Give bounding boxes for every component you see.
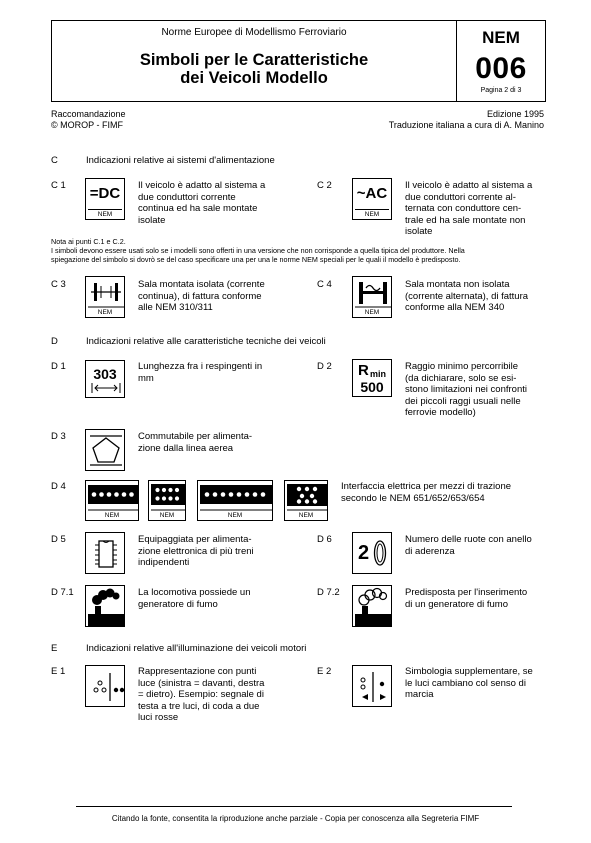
note-line-1: Nota ai punti C.1 e C.2. (51, 237, 126, 246)
item-code-c4: C 4 (317, 279, 332, 290)
section-e-title: Indicazioni relative all'illuminazione dei veicoli motori (86, 643, 307, 654)
d71-line-2: generatore di fumo (138, 598, 218, 610)
d1-line-1: Lunghezza fra i respingenti in (138, 361, 263, 372)
item-desc-d5 (138, 534, 276, 569)
d1-line-2: mm (138, 372, 154, 384)
e1-line-5: luci rosse (138, 712, 179, 723)
d2-line-1: Raggio minimo percorribile (405, 361, 518, 372)
direction-lights-svg (353, 666, 393, 708)
item-code-e2: E 2 (317, 666, 332, 677)
item-code-d6: D 6 (317, 534, 332, 545)
title-line-2: dei Veicoli Modello (180, 69, 328, 87)
pantograph-icon (85, 429, 125, 471)
c2-line-3: ternata con conduttore cen- (405, 203, 522, 214)
section-c-title: Indicazioni relative ai sistemi d'alimentazione (86, 155, 275, 166)
d5-line-1: Equipaggiata per alimenta- (138, 534, 252, 545)
direction-lights-icon (352, 665, 392, 707)
ac-icon-divider (355, 209, 389, 210)
c4-icon-nem: NEM (364, 309, 380, 316)
dc-icon-text: =DC (89, 185, 121, 202)
min-radius-min: min (370, 369, 387, 379)
dc-icon-nem: NEM (97, 211, 113, 218)
c2-line-4: trale ed ha sale montate non (405, 214, 526, 226)
d4b-icon-nem: NEM (159, 512, 175, 519)
ac-icon-nem: NEM (364, 211, 380, 218)
item-desc-c3 (138, 279, 276, 314)
e1-line-2: luce (sinistra = davanti, destra (138, 677, 265, 689)
c1-line-4: isolate (138, 214, 166, 226)
d72-line-2: di un generatore di fumo (405, 598, 508, 610)
item-desc-e2 (405, 666, 543, 701)
d4a-icon-nem: NEM (104, 512, 120, 519)
c2-line-2: due conduttori corrente al- (405, 191, 516, 203)
item-desc-c4 (405, 279, 543, 314)
interface-653-icon (197, 480, 273, 521)
item-desc-c1 (138, 180, 276, 226)
lights-icon (85, 665, 125, 707)
d3-line-2: zione dalla linea aerea (138, 442, 234, 454)
length-icon (85, 360, 125, 398)
page-indicator: Pagina 2 di 3 (480, 87, 522, 94)
meta-recommendation: Raccomandazione (51, 109, 126, 119)
section-d-code: D (51, 336, 58, 347)
item-code-d1: D 1 (51, 361, 66, 372)
d72-line-1: Predisposta per l'inserimento (405, 587, 528, 598)
c3-icon-nem: NEM (97, 309, 113, 316)
interface-652-icon (148, 480, 186, 521)
nem-number: 006 (475, 52, 527, 85)
c3-line-3: alle NEM 310/311 (138, 302, 213, 313)
traction-tyre-icon (352, 532, 392, 574)
non-insulated-wheelset-icon (352, 276, 392, 318)
dc-icon (85, 178, 125, 220)
note-line-2: I simboli devono essere usati solo se i modelli sono offerti in una versione che non corrisponde a quella tipica del produttore. Nella (51, 246, 465, 255)
length-arrow-svg (86, 361, 126, 399)
c1-line-3: continua ed ha sale montate (138, 203, 258, 214)
d71-line-1: La locomotiva possiede un (138, 587, 251, 598)
item-desc-d4 (341, 481, 546, 504)
d5-line-2: zione elettronica di più treni (138, 545, 254, 557)
c1-line-1: Il veicolo è adatto al sistema a (138, 180, 266, 191)
item-code-d5: D 5 (51, 534, 66, 545)
item-code-c2: C 2 (317, 180, 332, 191)
footer-text: Citando la fonte, consentita la riproduzione anche parziale - Copia per conoscenza alla Segreteria FIMF (111, 814, 480, 823)
item-desc-d3 (138, 431, 276, 454)
c2-line-1: Il veicolo è adatto al sistema a (405, 180, 533, 191)
item-code-d3: D 3 (51, 431, 66, 442)
insulated-wheelset-icon (85, 276, 125, 318)
c3-line-2: continua), di fattura conforme (138, 290, 262, 302)
meta-edition: Edizione 1995 (486, 109, 544, 119)
e1-line-4: testa a tre luci, di coda a due (138, 700, 260, 712)
interface-654-icon (284, 480, 328, 521)
d4c-icon-nem: NEM (227, 512, 243, 519)
d2-line-4: dei piccoli raggi usuali nelle (405, 395, 521, 407)
c1-line-2: due conduttori corrente (138, 191, 236, 203)
meta-translation: Traduzione italiana a cura di A. Manino (388, 120, 544, 130)
d2-line-2: (da dichiarare, solo se esi- (405, 372, 517, 384)
length-icon-text: 303 (93, 366, 117, 382)
c4-line-3: conforme alla NEM 340 (405, 302, 505, 313)
pantograph-svg (86, 430, 126, 472)
chip-icon (85, 532, 125, 574)
header-super-title: Norme Europee di Modellismo Ferroviario (161, 27, 347, 38)
smoke-prepared-icon (352, 585, 392, 627)
d6-line-1: Numero delle ruote con anello (405, 534, 532, 545)
c4-line-1: Sala montata non isolata (405, 279, 510, 290)
d4-line-2: secondo le NEM 651/652/653/654 (341, 492, 485, 504)
min-radius-r: R (358, 362, 369, 379)
title-line-1: Simboli per le Caratteristiche (139, 51, 369, 69)
note-c1-c2 (51, 237, 546, 264)
item-code-d2: D 2 (317, 361, 332, 372)
meta-right (389, 109, 544, 131)
item-code-c1: C 1 (51, 180, 66, 191)
item-code-e1: E 1 (51, 666, 66, 677)
ac-icon (352, 178, 392, 220)
traction-tyre-svg (353, 533, 393, 575)
min-radius-value: 500 (360, 379, 384, 395)
item-desc-d71 (138, 587, 276, 610)
e2-line-3: marcia (405, 689, 434, 700)
footer-rule (76, 806, 512, 807)
item-code-d72: D 7.2 (317, 587, 340, 598)
item-desc-e1 (138, 666, 276, 724)
item-code-c3: C 3 (51, 279, 66, 290)
item-desc-c2 (405, 180, 543, 238)
d4-line-1: Interfaccia elettrica per mezzi di trazione (341, 481, 512, 492)
d2-line-5: ferrovie modello) (405, 407, 476, 418)
nem-label: NEM (482, 28, 520, 47)
e2-line-2: le luci cambiano col senso di (405, 677, 526, 689)
note-line-3: spiegazione del simbolo si dovrò se del caso specificare una per una le norme NEM speciali per le quali il modello è predisposto. (51, 255, 461, 264)
smoke-generator-svg (86, 586, 126, 628)
meta-left (51, 109, 126, 131)
lights-svg (86, 666, 126, 708)
d3-line-1: Commutabile per alimenta- (138, 431, 253, 442)
e1-line-1: Rappresentazione con punti (138, 666, 257, 677)
item-desc-d2 (405, 361, 543, 419)
interface-651-icon (85, 480, 139, 521)
ac-icon-text: ~AC (356, 185, 388, 202)
item-code-d71: D 7.1 (51, 587, 74, 598)
header-box (51, 20, 546, 102)
item-desc-d72 (405, 587, 543, 610)
smoke-prepared-svg (353, 586, 393, 628)
d6-line-2: di aderenza (405, 545, 455, 557)
e2-line-1: Simbologia supplementare, se (405, 666, 533, 677)
section-d-title: Indicazioni relative alle caratteristiche tecniche dei veicoli (86, 336, 326, 347)
d2-line-3: stono limitazioni nei confronti (405, 384, 527, 395)
meta-copyright: © MOROP - FIMF (51, 120, 123, 130)
e1-line-3: = dietro). Esempio: segnale di (138, 689, 264, 700)
c2-line-5: isolate (405, 226, 433, 237)
item-code-d4: D 4 (51, 481, 66, 492)
item-desc-d6 (405, 534, 543, 557)
c4-line-2: (corrente alternata), di fattura (405, 290, 529, 302)
section-e-code: E (51, 643, 58, 654)
item-desc-d1 (138, 361, 276, 384)
smoke-generator-icon (85, 585, 125, 627)
c3-line-1: Sala montata isolata (corrente (138, 279, 265, 290)
d5-line-3: indipendenti (138, 557, 190, 568)
min-radius-icon (352, 359, 392, 397)
page-title (52, 51, 456, 87)
section-c-code: C (51, 155, 58, 166)
d4d-icon-nem: NEM (298, 512, 314, 519)
dc-icon-divider (88, 209, 122, 210)
traction-tyre-count: 2 (358, 542, 370, 564)
chip-svg (86, 533, 126, 575)
